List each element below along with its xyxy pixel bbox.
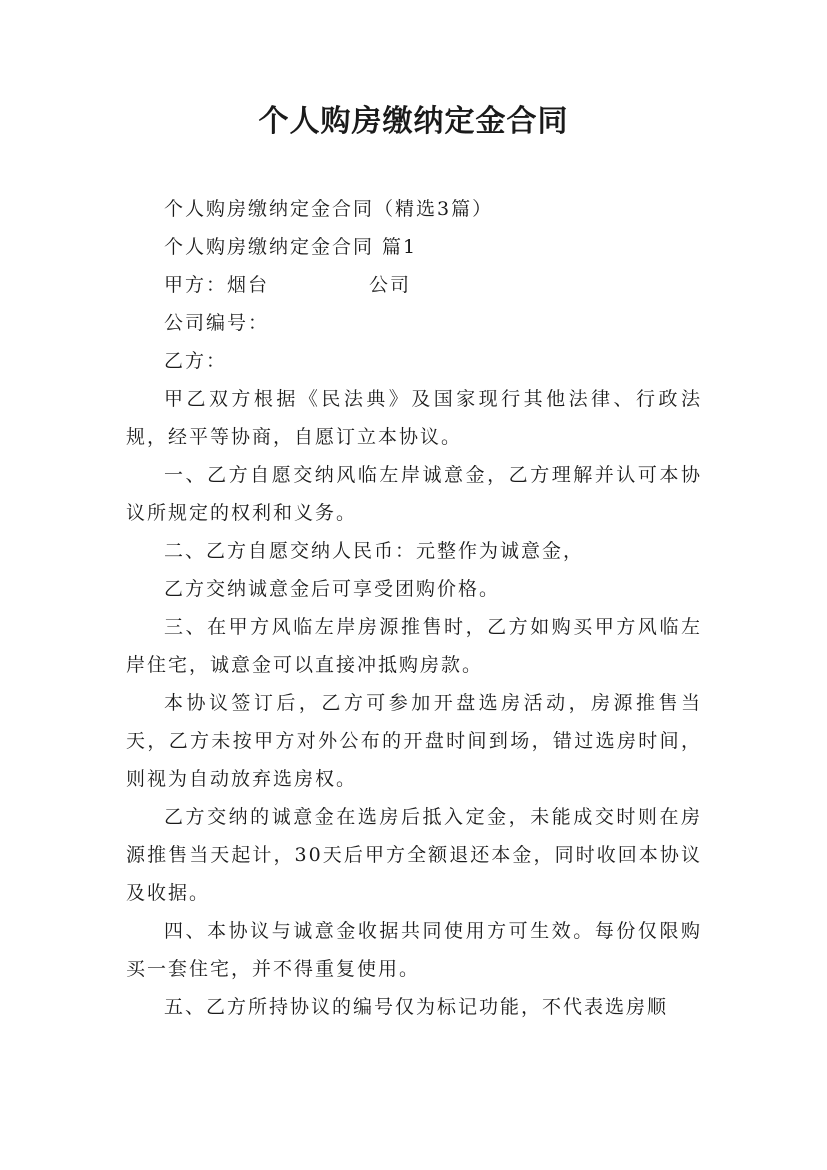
document-subtitle: 个人购房缴纳定金合同（精选3篇）	[164, 198, 494, 220]
paragraph: 二、乙方自愿交纳人民币：元整作为诚意金，	[164, 540, 585, 562]
party-a-line	[126, 266, 702, 304]
paragraph: 乙方交纳的诚意金在选房后抵入定金，未能成交时则在房源推售当天起计，30天后甲方全额退还本金，同时收回本协议及收据。	[126, 806, 702, 904]
paragraph: 五、乙方所持协议的编号仅为标记功能，不代表选房顺	[164, 996, 669, 1018]
document-title: 个人购房缴纳定金合同	[258, 104, 569, 139]
paragraph: 乙方交纳诚意金后可享受团购价格。	[164, 578, 501, 600]
party-a-label: 甲方：烟台	[164, 274, 270, 296]
paragraph: 一、乙方自愿交纳风临左岸诚意金，乙方理解并认可本协议所规定的权利和义务。	[126, 464, 702, 524]
company-number-line: 公司编号：	[164, 312, 270, 334]
paragraph: 本协议签订后，乙方可参加开盘选房活动，房源推售当天，乙方未按甲方对外公布的开盘时间到场，错过选房时间，则视为自动放弃选房权。	[126, 692, 702, 790]
party-a-suffix: 公司	[369, 274, 412, 296]
party-b-line: 乙方：	[164, 350, 228, 372]
section-heading: 个人购房缴纳定金合同 篇1	[164, 236, 418, 258]
paragraph: 四、本协议与诚意金收据共同使用方可生效。每份仅限购买一套住宅，并不得重复使用。	[126, 920, 702, 980]
paragraph: 三、在甲方风临左岸房源推售时，乙方如购买甲方风临左岸住宅，诚意金可以直接冲抵购房款。	[126, 616, 702, 676]
document-body	[126, 190, 702, 1026]
paragraph: 甲乙双方根据《民法典》及国家现行其他法律、行政法规，经平等协商，自愿订立本协议。	[126, 388, 702, 448]
